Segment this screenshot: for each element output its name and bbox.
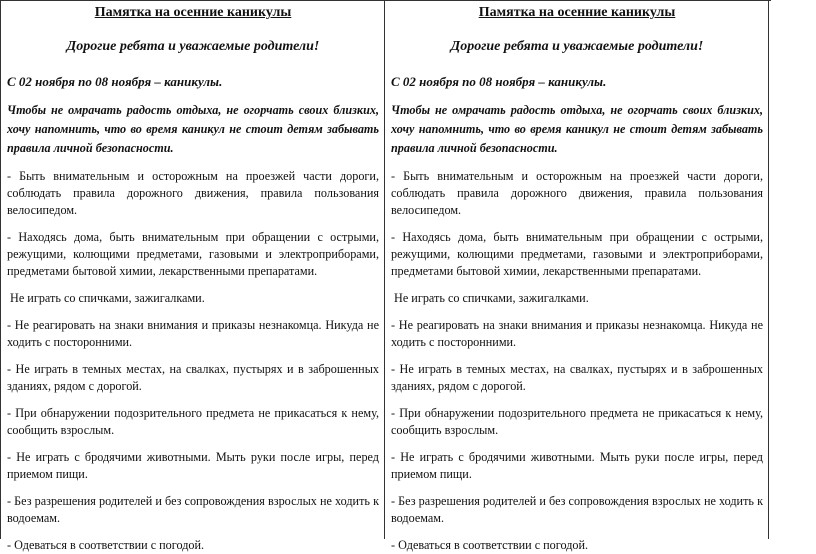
- memo-dates: С 02 ноября по 08 ноября – каникулы.: [391, 74, 607, 89]
- memo-rule: - Не реагировать на знаки внимания и приказы незнакомца. Никуда не ходить с посторонними.: [391, 318, 763, 349]
- memo-column-left: [1, 1, 385, 552]
- memo-rule: - Не играть в темных местах, на свалках, пустырях и в заброшенных зданиях, рядом с дорогой.: [7, 362, 379, 393]
- memo-rule: - Не играть в темных местах, на свалках, пустырях и в заброшенных зданиях, рядом с дорогой.: [391, 362, 763, 393]
- memo-greeting: Дорогие ребята и уважаемые родители!: [66, 39, 320, 54]
- memo-rule: - При обнаружении подозрительного предмета не прикасаться к нему, сообщить взрослым.: [7, 406, 379, 437]
- memo-intro: Чтобы не омрачать радость отдыха, не огорчать своих близких, хочу напомнить, что во время каникул не стоит детям забывать правила личной безопасности.: [391, 103, 763, 155]
- memo-greeting: Дорогие ребята и уважаемые родители!: [450, 39, 704, 54]
- memo-rule: - При обнаружении подозрительного предмета не прикасаться к нему, сообщить взрослым.: [391, 406, 763, 437]
- memo-rule: Не играть со спичками, зажигалками.: [391, 291, 589, 305]
- memo-rule: Не играть со спичками, зажигалками.: [7, 291, 205, 305]
- memo-rule: - Быть внимательным и осторожным на проезжей части дороги, соблюдать правила дорожного движения, правила пользования велосипедом.: [391, 169, 763, 217]
- memo-title: Памятка на осенние каникулы: [94, 5, 292, 20]
- memo-rule: - Без разрешения родителей и без сопровождения взрослых не ходить к водоемам.: [7, 494, 379, 525]
- memo-rule: - Быть внимательным и осторожным на проезжей части дороги, соблюдать правила дорожного движения, правила пользования велосипедом.: [7, 169, 379, 217]
- memo-rule: - Не реагировать на знаки внимания и приказы незнакомца. Никуда не ходить с посторонними.: [7, 318, 379, 349]
- memo-dates: С 02 ноября по 08 ноября – каникулы.: [7, 74, 223, 89]
- memo-rule: - Не играть с бродячими животными. Мыть руки после игры, перед приемом пищи.: [7, 450, 379, 481]
- memo-rule: - Без разрешения родителей и без сопровождения взрослых не ходить к водоемам.: [391, 494, 763, 525]
- memo-rule: - Не играть с бродячими животными. Мыть руки после игры, перед приемом пищи.: [391, 450, 763, 481]
- memo-title: Памятка на осенние каникулы: [478, 5, 676, 20]
- memo-rule: - Одеваться в соответствии с погодой.: [7, 538, 205, 552]
- memo-column-right: [385, 1, 769, 552]
- memo-rule: - Находясь дома, быть внимательным при обращении с острыми, режущими, колющими предметами, газовыми и электроприборами, предметами бытовой химии, лекарственными препаратами.: [7, 230, 379, 278]
- memo-intro: Чтобы не омрачать радость отдыха, не огорчать своих близких, хочу напомнить, что во время каникул не стоит детям забывать правила личной безопасности.: [7, 103, 379, 155]
- memo-rule: - Одеваться в соответствии с погодой.: [391, 538, 589, 552]
- memo-rule: - Находясь дома, быть внимательным при обращении с острыми, режущими, колющими предметами, газовыми и электроприборами, предметами бытовой химии, лекарственными препаратами.: [391, 230, 763, 278]
